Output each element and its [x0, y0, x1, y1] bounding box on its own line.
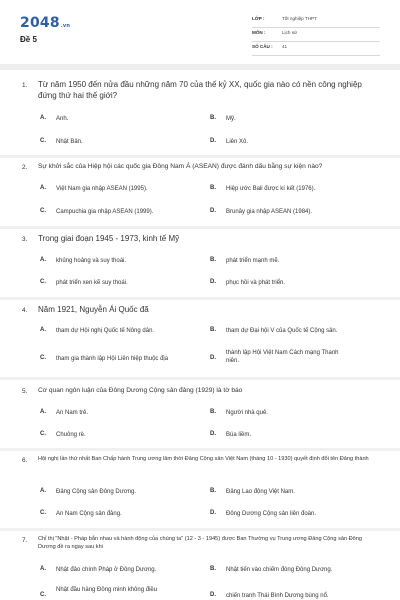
option-letter: B.	[210, 566, 216, 572]
option-b[interactable]: Người nhà quê.	[226, 410, 268, 416]
meta-label: SỐ CÂU :	[252, 44, 273, 49]
option-letter: C.	[40, 431, 46, 437]
option-d[interactable]: thành lập Hội Việt Nam Cách mạng Thanh niên.	[226, 350, 339, 365]
question-separator	[0, 155, 400, 158]
option-b[interactable]: tham dự Đại hội V của Quốc tế Cộng sản.	[226, 328, 338, 334]
option-letter: D.	[210, 510, 216, 516]
option-letter: B.	[210, 488, 216, 494]
question-text: Sự khởi sắc của Hiệp hội các quốc gia Đông Nam Á (ASEAN) được đánh dấu bằng sự kiện nào?	[38, 163, 323, 170]
option-letter: D.	[210, 355, 216, 361]
option-c[interactable]: Campuchia gia nhập ASEAN (1999).	[56, 209, 154, 215]
option-c[interactable]: Nhật đầu hàng Đồng minh không điều	[56, 587, 158, 593]
meta-value: Lịch sử	[282, 30, 298, 35]
option-b[interactable]: Mỹ.	[226, 116, 236, 122]
question-text: Từ năm 1950 đến nửa đầu những năm 70 của thế kỷ XX, quốc gia nào có nền công nghiệp đứng thứ hai thế giới?	[38, 80, 362, 100]
meta-label: MÔN :	[252, 30, 266, 35]
option-d[interactable]: Búa liềm.	[226, 432, 252, 438]
question-number: 5.	[22, 388, 28, 395]
option-letter: A.	[40, 327, 46, 333]
meta-row-count	[252, 42, 380, 56]
option-b[interactable]: phát triển mạnh mẽ.	[226, 258, 280, 264]
question-separator	[0, 377, 400, 380]
header-divider	[0, 64, 400, 70]
site-logo[interactable]	[20, 15, 70, 31]
question-number: 3.	[22, 236, 28, 243]
option-d[interactable]: Brunây gia nhập ASEAN (1984).	[226, 209, 313, 215]
meta-row-subject	[252, 28, 380, 42]
logo-suffix: .vn	[60, 23, 71, 29]
option-d[interactable]: chiến tranh Thái Bình Dương bùng nổ.	[226, 593, 329, 599]
question-text: Hội nghị lần thứ nhất Ban Chấp hành Trung ương lâm thời Đảng Cộng sản Việt Nam (tháng 10 - 1930) quyết định đổi tên Đảng thành	[38, 456, 369, 462]
option-letter: D.	[210, 208, 216, 214]
option-a[interactable]: Anh.	[56, 116, 69, 122]
option-letter: C.	[40, 279, 46, 285]
option-letter: C.	[40, 208, 46, 214]
option-c[interactable]: phát triển xen kẽ suy thoái.	[56, 280, 128, 286]
option-b[interactable]: Đảng Lao động Việt Nam.	[226, 489, 295, 495]
option-letter: A.	[40, 488, 46, 494]
option-letter: D.	[210, 279, 216, 285]
option-d[interactable]: Đông Dương Cộng sản liên đoàn.	[226, 511, 317, 517]
option-a[interactable]: An Nam trẻ.	[56, 410, 89, 416]
option-b[interactable]: Hiệp ước Bali được kí kết (1976).	[226, 186, 316, 192]
meta-value: 41	[282, 44, 288, 49]
logo-main: 2048	[20, 15, 60, 31]
option-letter: A.	[40, 566, 46, 572]
option-letter: D.	[210, 431, 216, 437]
option-letter: D.	[210, 592, 216, 598]
option-letter: C.	[40, 355, 46, 361]
question-text: Trong giai đoạn 1945 - 1973, kinh tế Mỹ	[38, 234, 180, 243]
option-letter: C.	[40, 510, 46, 516]
question-number: 2.	[22, 164, 28, 171]
option-c[interactable]: tham gia thành lập Hội Liên hiệp thuộc địa	[56, 356, 169, 362]
meta-label: LỚP :	[252, 16, 265, 21]
option-letter: B.	[210, 115, 216, 121]
option-d[interactable]: Liên Xô.	[226, 139, 249, 145]
option-letter: A.	[40, 185, 46, 191]
option-d[interactable]: phục hồi và phát triển.	[226, 280, 286, 286]
question-separator	[0, 297, 400, 300]
option-letter: A.	[40, 257, 46, 263]
question-text: Cơ quan ngôn luận của Đông Dương Cộng sản đảng (1929) là tờ báo	[38, 387, 243, 394]
question-number: 4.	[22, 307, 28, 314]
option-letter: A.	[40, 115, 46, 121]
option-letter: B.	[210, 185, 216, 191]
option-c[interactable]: Nhật Bản.	[56, 139, 83, 145]
option-letter: B.	[210, 409, 216, 415]
meta-row-class	[252, 14, 380, 28]
option-letter: A.	[40, 409, 46, 415]
meta-value: Tốt nghiệp THPT	[282, 16, 317, 21]
option-letter: D.	[210, 138, 216, 144]
question-number: 6.	[22, 457, 28, 464]
option-a[interactable]: Nhật đảo chính Pháp ở Đông Dương.	[56, 567, 157, 573]
option-c[interactable]: Chuông rè.	[56, 432, 86, 438]
option-a[interactable]: Việt Nam gia nhập ASEAN (1995).	[56, 186, 148, 192]
option-letter: B.	[210, 257, 216, 263]
option-a[interactable]: tham dự Hội nghị Quốc tế Nông dân.	[56, 328, 155, 334]
question-separator	[0, 528, 400, 531]
question-number: 7.	[22, 537, 28, 544]
option-a[interactable]: khủng hoảng và suy thoái.	[56, 258, 127, 264]
question-text: Chỉ thị "Nhật - Pháp bắn nhau và hành động của chúng ta" (12 - 3 - 1945) được Ban Thường vụ Trung ương Đảng Cộng sản Đông Dương đề ra ngay sau khi	[38, 536, 363, 550]
question-separator	[0, 226, 400, 229]
option-a[interactable]: Đảng Cộng sản Đông Dương.	[56, 489, 136, 495]
question-separator	[0, 448, 400, 451]
option-letter: C.	[40, 138, 46, 144]
option-letter: C.	[40, 592, 46, 598]
exam-header	[0, 0, 400, 62]
question-number: 1.	[22, 82, 28, 89]
exam-code: Đề 5	[20, 35, 37, 44]
option-letter: B.	[210, 327, 216, 333]
option-c[interactable]: An Nam Cộng sản đảng.	[56, 511, 122, 517]
question-text: Năm 1921, Nguyễn Ái Quốc đã	[38, 305, 149, 314]
option-b[interactable]: Nhật tiến vào chiếm đóng Đông Dương.	[226, 567, 333, 573]
